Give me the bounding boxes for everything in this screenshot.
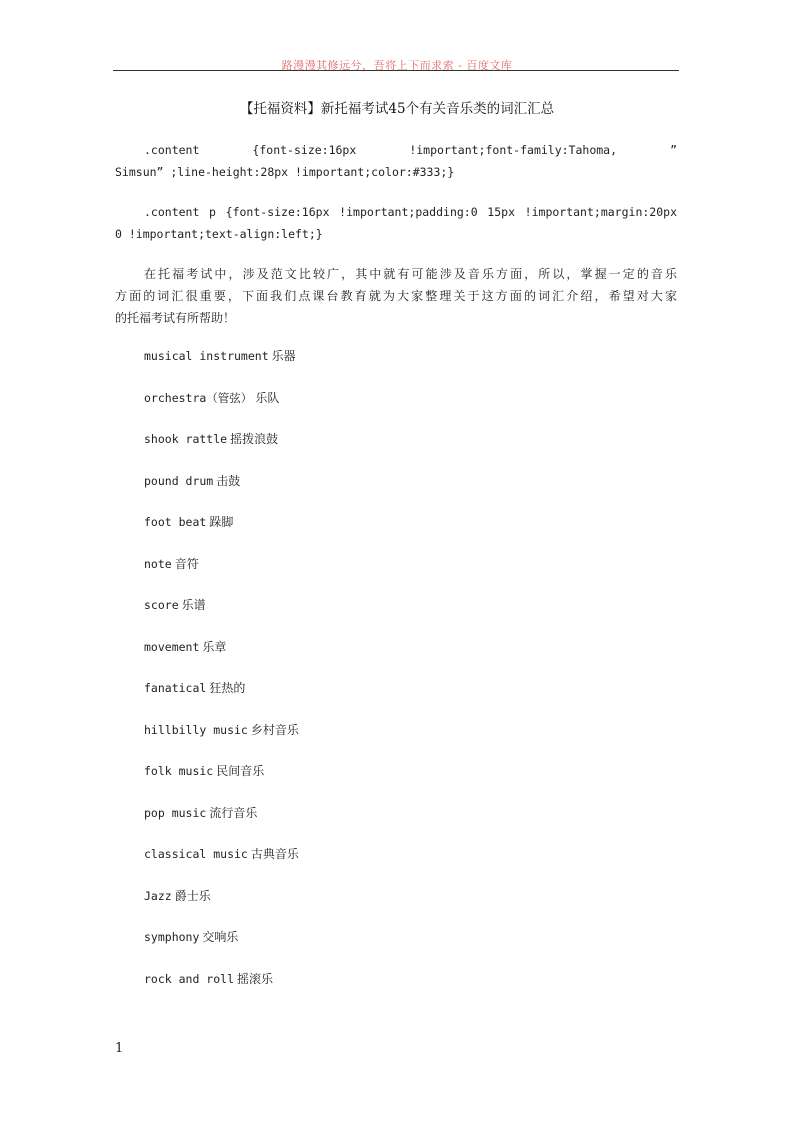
vocab-english: hillbilly music xyxy=(144,722,248,737)
vocab-chinese: 乡村音乐 xyxy=(250,722,299,737)
vocab-list xyxy=(144,345,299,1009)
vocab-chinese: 民间音乐 xyxy=(216,764,265,778)
vocab-english: movement xyxy=(144,639,200,654)
css-snippet-1-line-2: Simsun” ;line-height:28px !important;color:#333;} xyxy=(115,165,455,179)
vocab-item xyxy=(144,926,299,968)
vocab-chinese: 乐章 xyxy=(202,639,227,654)
css-snippet-2-line-2: 0 !important;text-align:left;} xyxy=(115,227,323,241)
vocab-english: folk music xyxy=(144,764,214,778)
vocab-item xyxy=(144,387,299,429)
document-title: 【托福资料】新托福考试45个有关音乐类的词汇汇总 xyxy=(239,101,555,117)
vocab-english: score xyxy=(144,598,179,612)
vocab-chinese: 乐器 xyxy=(271,349,296,363)
page-header-watermark: 路漫漫其修远兮，吾将上下而求索 - 百度文库 xyxy=(281,59,513,72)
vocab-english: pop music xyxy=(144,805,207,820)
vocab-item xyxy=(144,719,299,761)
intro-line-3: 的托福考试有所帮助！ xyxy=(115,311,236,325)
vocab-chinese: 摇滚乐 xyxy=(237,971,274,986)
vocab-item xyxy=(144,843,299,885)
vocab-english: foot beat xyxy=(144,515,207,529)
vocab-chinese: 跺脚 xyxy=(209,515,234,529)
vocab-item xyxy=(144,470,299,512)
intro-line-1: 在托福考试中，涉及范文比较广，其中就有可能涉及音乐方面，所以，掌握一定的音乐 xyxy=(144,267,677,281)
vocab-chinese: 古典音乐 xyxy=(250,847,299,861)
vocab-english: shook rattle xyxy=(144,432,228,446)
vocab-english: note xyxy=(144,556,172,571)
vocab-item xyxy=(144,677,299,719)
css-snippet-1-line-1: .content {font-size:16px !important;font-family:Tahoma, ” xyxy=(144,143,677,157)
header-divider xyxy=(113,70,679,71)
vocab-english: Jazz xyxy=(144,888,172,903)
vocab-chinese: 狂热的 xyxy=(209,681,246,695)
vocab-chinese: 流行音乐 xyxy=(209,805,258,820)
vocab-chinese: 乐谱 xyxy=(181,598,206,612)
vocab-english: fanatical xyxy=(144,681,207,695)
vocab-chinese: 爵士乐 xyxy=(174,888,211,903)
vocab-item xyxy=(144,760,299,802)
vocab-chinese: 乐队 xyxy=(255,390,280,405)
vocab-item xyxy=(144,968,299,1010)
css-snippet-2 xyxy=(115,201,677,245)
vocab-item xyxy=(144,636,299,678)
vocab-english: musical instrument xyxy=(144,349,269,363)
vocab-item xyxy=(144,594,299,636)
vocab-chinese: 音符 xyxy=(174,556,199,571)
vocab-item xyxy=(144,428,299,470)
vocab-english: classical music xyxy=(144,847,248,861)
vocab-item xyxy=(144,553,299,595)
vocab-item xyxy=(144,885,299,927)
css-snippet-1 xyxy=(115,139,677,183)
vocab-english: pound drum xyxy=(144,473,214,488)
vocab-chinese: 交响乐 xyxy=(202,930,239,944)
intro-paragraph xyxy=(115,263,677,329)
vocab-english: orchestra（管弦） xyxy=(144,390,253,405)
vocab-item xyxy=(144,511,299,553)
intro-line-2: 方面的词汇很重要，下面我们点课台教育就为大家整理关于这方面的词汇介绍，希望对大家 xyxy=(115,289,677,303)
vocab-chinese: 摇拨浪鼓 xyxy=(230,432,279,446)
page-number: 1 xyxy=(115,1041,124,1056)
vocab-english: symphony xyxy=(144,930,200,944)
vocab-english: rock and roll xyxy=(144,971,235,986)
vocab-chinese: 击鼓 xyxy=(216,473,241,488)
vocab-item xyxy=(144,345,299,387)
css-snippet-2-line-1: .content p {font-size:16px !important;padding:0 15px !important;margin:20px xyxy=(144,205,677,219)
vocab-item xyxy=(144,802,299,844)
